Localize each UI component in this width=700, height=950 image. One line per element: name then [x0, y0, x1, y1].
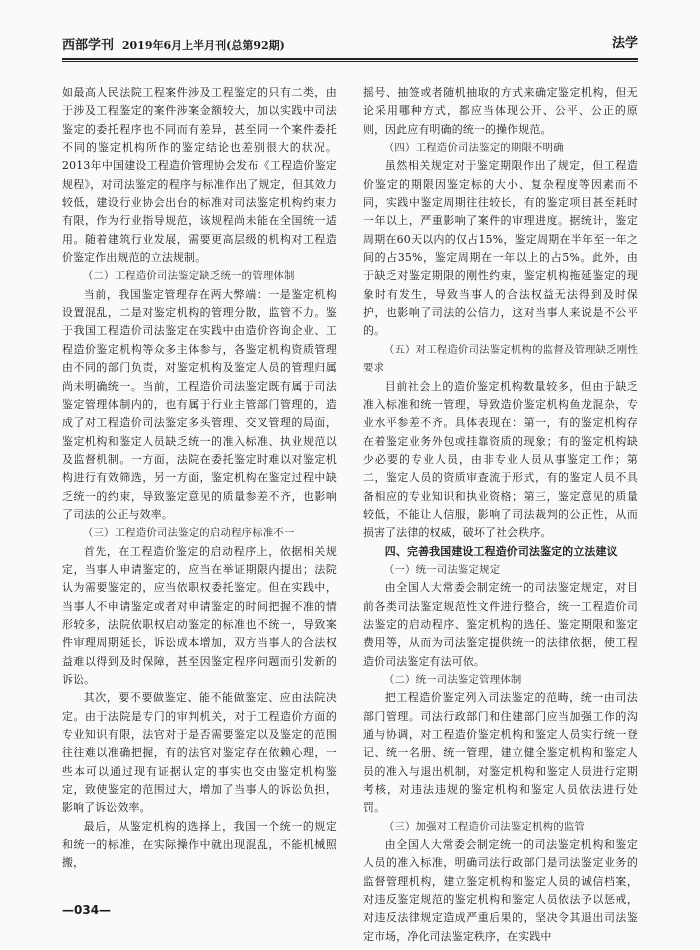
right-heading: （二）统一司法鉴定管理体制 — [383, 674, 522, 686]
right-heading: （四）工程造价司法鉴定的期限不明确 — [383, 142, 564, 155]
left-paragraph: 如最高人民法院工程案件涉及工程鉴定的只有二类，由于涉及工程鉴定的案件涉案金额较大，加以实践中司法鉴定的委托程序也不同而有差异，甚至同一个案件委托不同的鉴定机构所作的鉴定结论也差别很大的状况。2013年中国建设工程造价管理协会发布《工程造价鉴定规程》，对司法鉴定的程序与标准作出了规定，但其效力较低，建设行业协会出台的标准对司法鉴定机构约束力有限，作为行业指导规范，该规程尚未能在全国统一适用。随着建筑行业发展，需要更高层级的机构对工程造价鉴定作出规范的立法规制。 — [62, 86, 337, 265]
right-paragraph: 把工程造价鉴定列入司法鉴定的范畴，统一由司法部门管理。司法行政部门和住建部门应当加强工作的沟通与协调，对工程造价鉴定机构和鉴定人员实行统一登记、统一名册、统一管理，建立健全鉴定机构和鉴定人员的准入与退出机制，对鉴定机构和鉴定人员进行定期考核，对违法违规的鉴定机构和鉴定人员依法进行处罚。 — [363, 691, 638, 815]
left-paragraph: 首先，在工程造价鉴定的启动程序上，依据相关规定，当事人申请鉴定的，应当在举证期限内提出；法院认为需要鉴定的，应当依职权委托鉴定。但在实践中，当事人不申请鉴定或者对申请鉴定的时间把握不准的情形较多，法院依职权启动鉴定的标准也不统一，导致案件审理周期延长，诉讼成本增加，双方当事人的合法权益难以得到及时保障，甚至因鉴定程序问题而引发新的诉讼。 — [62, 544, 337, 686]
right-heading: （五）对工程造价司法鉴定机构的监督及管理缺乏刚性要求 — [363, 343, 638, 375]
left-heading: （二）工程造价司法鉴定缺乏统一的管理体制 — [82, 270, 295, 283]
header-rule-thin — [62, 61, 638, 62]
left-heading: （三）工程造价司法鉴定的启动程序标准不一 — [82, 527, 295, 540]
left-paragraph: 最后，从鉴定机构的选择上，我国一个统一的规定和统一的标准，在实际操作中就出现混乱，不能机械照搬， — [62, 819, 337, 870]
right-heading: 四、完善我国建设工程造价司法鉴定的立法建议 — [384, 544, 618, 558]
right-paragraph: 虽然相关规定对于鉴定期限作出了规定，但工程造价鉴定的期限因鉴定标的大小、复杂程度等因素而不同，实践中鉴定周期往往较长，有的鉴定项目甚至耗时一年以上，严重影响了案件的审理进度。据统计，鉴定周期在60天以内的仅占15%，鉴定周期在半年至一年之间的占35%，鉴定周期在一年以上的占5%。此外，由于缺乏对鉴定期限的刚性约束，鉴定机构拖延鉴定的现象时有发生，导致当事人的合法权益无法得到及时保护，也影响了司法的公信力，这对当事人来说是不公平的。 — [363, 159, 638, 338]
issue-info: 2019年6月上半月刊(总第92期) — [121, 39, 285, 52]
right-paragraph: 摇号、抽签或者随机抽取的方式来确定鉴定机构，但无论采用哪种方式，都应当体现公开、公平、公正的原则，因此应有明确的统一的操作规范。 — [363, 86, 638, 136]
right-paragraph: 由全国人大常委会制定统一的司法鉴定规定，对目前各类司法鉴定规范性文件进行整合，统一工程造价司法鉴定的启动程序、鉴定机构的选任、鉴定期限和鉴定费用等，从而为司法鉴定提供统一的法律依据，使工程造价司法鉴定有法可依。 — [363, 581, 638, 668]
right-paragraph: 目前社会上的造价鉴定机构数量较多，但由于缺乏准入标准和统一管理，导致造价鉴定机构鱼龙混杂，专业水平参差不齐。具体表现在：第一，有的鉴定机构存在着鉴定业务外包或挂靠资质的现象；有的鉴定机构缺少必要的专业人员，由非专业人员从事鉴定工作；第二，鉴定人员的资质审查流于形式，有的鉴定人员不具备相应的专业知识和执业资格；第三，鉴定意见的质量较低，不能让人信服，影响了司法裁判的公正性，从而损害了法律的权威，破坏了社会秩序。 — [363, 379, 638, 540]
right-paragraph: 由全国人大常委会制定统一的司法鉴定机构和鉴定人员的准入标准，明确司法行政部门是司法鉴定业务的监督管理机构，建立鉴定机构和鉴定人员的诚信档案，对违反鉴定规范的鉴定机构和鉴定人员依法予以惩戒，对违反法律规定造成严重后果的，坚决令其退出司法鉴定市场，净化司法鉴定秩序，在实践中 — [363, 838, 638, 943]
left-paragraph: 其次，要不要做鉴定、能不能做鉴定、应由法院决定。由于法院是专门的审判机关，对于工程造价方面的专业知识有限，法官对于是否需要鉴定以及鉴定的范围往往难以准确把握，有的法官对鉴定存在依赖心理，一些本可以通过现有证据认定的事实也交由鉴定机构鉴定，致使鉴定的范围过大，增加了当事人的诉讼负担，影响了诉讼效率。 — [62, 691, 337, 815]
section-label: 法学 — [611, 36, 638, 51]
header-rule — [62, 58, 638, 60]
page-header — [62, 30, 638, 56]
left-paragraph: 当前，我国鉴定管理存在两大弊端：一是鉴定机构设置混乱，二是对鉴定机构的管理分散，监管不力。鉴于我国工程造价司法鉴定在实践中由造价咨询企业、工程造价鉴定机构等众多主体参与，各鉴定机构资质管理由不同的部门负责，对鉴定机构及鉴定人员的管理归属尚未明确统一。当前，工程造价司法鉴定既有属于司法鉴定管理体制内的，也有属于行业主管部门管理的，造成了对工程造价司法鉴定多头管理、交叉管理的局面，鉴定机构和鉴定人员缺乏统一的准入标准、执业规范以及监督机制。一方面，法院在委托鉴定时难以对鉴定机构进行有效筛选，另一方面，鉴定机构在鉴定过程中缺乏统一的约束，导致鉴定意见的质量参差不齐，也影响了司法的公正与效率。 — [62, 287, 337, 521]
right-column — [363, 84, 638, 943]
page-number: —034— — [62, 903, 112, 917]
right-heading: （一）统一司法鉴定规定 — [383, 563, 501, 576]
right-heading: （三）加强对工程造价司法鉴定机构的监管 — [383, 820, 586, 833]
journal-name: 西部学刊 — [62, 38, 115, 53]
left-column — [62, 84, 337, 894]
journal-masthead — [62, 34, 285, 53]
